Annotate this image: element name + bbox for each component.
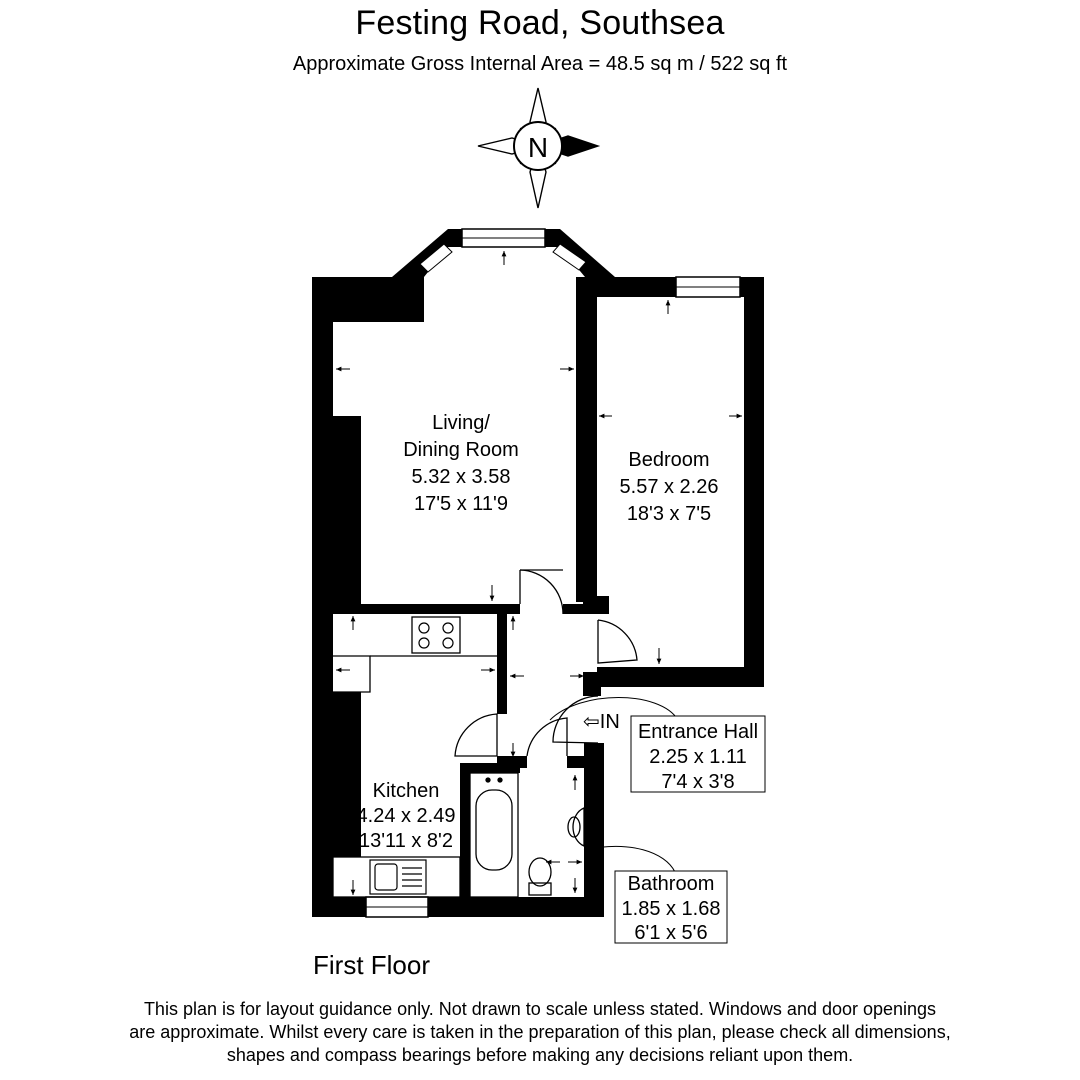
living-room-label [403,412,519,515]
disclaimer [60,998,1020,1067]
bathroom-name: Bathroom [627,873,715,895]
floor-label: First Floor [313,950,430,980]
disclaimer-line-1: This plan is for layout guidance only. Not drawn to scale unless stated. Windows and door openings [143,999,937,1019]
washbasin-icon [568,808,584,846]
bedroom-imperial: 18'3 x 7'5 [626,503,712,525]
living-room-name-2: Dining Room [403,439,519,461]
bath-icon [470,773,518,897]
bathroom-metric: 1.85 x 1.68 [621,898,721,920]
hob-icon [412,617,460,653]
kitchen-label [357,780,456,852]
sink-icon [370,860,426,894]
kitchen-name: Kitchen [372,780,440,802]
disclaimer-line-3: shapes and compass bearings before making any decisions reliant upon them. [226,1045,854,1065]
bedroom-name: Bedroom [628,449,710,471]
bathroom-imperial: 6'1 x 5'6 [634,922,708,944]
bedroom-metric: 5.57 x 2.26 [619,476,719,498]
entrance-hall-name: Entrance Hall [637,721,759,743]
kitchen-imperial: 13'11 x 8'2 [358,830,454,852]
living-room-imperial: 17'5 x 11'9 [413,493,509,515]
entrance-in-marker: ⇦IN [583,711,620,733]
entrance-hall-metric: 2.25 x 1.11 [649,746,747,768]
disclaimer-line-2: are approximate. Whilst every care is taken in the preparation of this plan, please check all dimensions, [129,1022,951,1042]
entrance-hall-imperial: 7'4 x 3'8 [661,771,735,793]
gross-area-subtitle: Approximate Gross Internal Area = 48.5 sq m / 522 sq ft [292,53,788,75]
toilet-icon [529,858,551,895]
kitchen-metric: 4.24 x 2.49 [356,805,456,827]
living-room-metric: 5.32 x 3.58 [411,466,511,488]
bedroom-label [620,449,719,525]
compass-north-letter: N [527,132,549,163]
plan-title: Festing Road, Southsea [355,4,725,42]
living-room-name-1: Living/ [432,412,490,434]
bathroom-label [622,873,721,944]
